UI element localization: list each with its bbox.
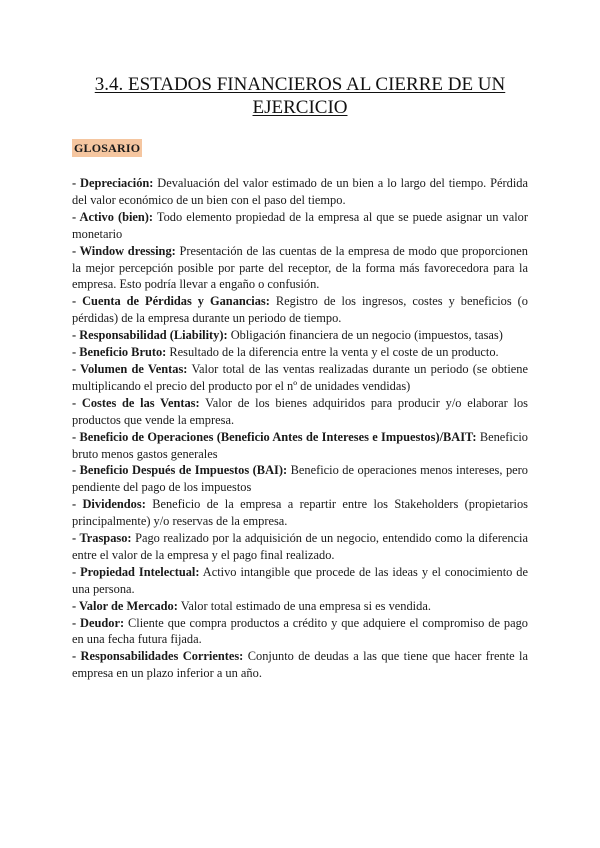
glossary-definition: Valor total de las ventas realizadas durante un periodo (se obtiene multiplicando el precio del producto por el nº de unidades vendidas) — [72, 361, 528, 393]
glossary-term: - Responsabilidades Corrientes: — [72, 649, 244, 664]
glossary-term: - Costes de las Ventas: — [72, 395, 200, 410]
glossary-term: - Valor de Mercado: — [72, 598, 178, 613]
glossary-entry-traspaso — [72, 530, 528, 564]
glossary-heading-container — [72, 139, 528, 157]
glossary-definition: Activo intangible que procede de las ideas y el conocimiento de una persona. — [72, 564, 528, 596]
glossary-entry-volumen-ventas — [72, 361, 528, 395]
glossary-definition: Todo elemento propiedad de la empresa al que se puede asignar un valor monetario — [72, 209, 529, 241]
glossary-definition: Cliente que compra productos a crédito y que adquiere el compromiso de pago en una fecha futura fijada. — [72, 615, 528, 647]
glossary-definition: Pago realizado por la adquisición de un negocio, entendido como la diferencia entre el valor de la empresa y el pago final realizado. — [72, 531, 528, 562]
glossary-definition: Beneficio de la empresa a repartir entre los Stakeholders (propietarios principalmente) y/o reservas de la empresa. — [72, 497, 528, 529]
glossary-entry-beneficio-operaciones — [72, 429, 528, 463]
glossary-term: - Deudor: — [72, 615, 125, 630]
glossary-definition: Conjunto de deudas a las que tiene que hacer frente la empresa en un plazo inferior a un año. — [72, 649, 528, 681]
glossary-entry-depreciacion — [72, 175, 528, 209]
glossary-entry-responsabilidad — [72, 327, 528, 344]
glossary-entry-beneficio-bruto — [72, 344, 528, 361]
glossary-definition: Beneficio de operaciones menos intereses, pero pendiente del pago de los impuestos — [72, 463, 529, 495]
glossary-entry-deudor — [72, 615, 528, 649]
glossary-term: - Cuenta de Pérdidas y Ganancias: — [72, 294, 270, 309]
glossary-definition: Obligación financiera de un negocio (impuestos, tasas) — [227, 328, 503, 343]
glossary-term: - Traspaso: — [72, 531, 132, 546]
glossary-definition: Registro de los ingresos, costes y beneficios (o pérdidas) de la empresa durante un periodo de tiempo. — [72, 294, 528, 326]
glossary-entry-beneficio-despues-impuestos — [72, 462, 528, 496]
glossary-term: - Window dressing: — [72, 243, 176, 258]
glossary-definition: Resultado de la diferencia entre la venta y el coste de un producto. — [166, 345, 499, 360]
glossary-term: - Responsabilidad (Liability): — [72, 328, 228, 343]
glossary-heading: GLOSARIO — [74, 141, 141, 155]
glossary-entry-activo — [72, 209, 528, 243]
glossary-term: - Depreciación: — [72, 176, 154, 190]
glossary-entry-costes-ventas — [72, 395, 528, 429]
glossary-definition: Presentación de las cuentas de la empresa de modo que proporcionen la mejor percepción posible por parte del receptor, de la forma más favorecedora para la empresa. Esto podría llevar a engaño o confusión. — [72, 243, 528, 292]
page-title: 3.4. ESTADOS FINANCIEROS AL CIERRE DE UN EJERCICIO — [94, 74, 506, 118]
glossary-entry-cuenta-perdidas-ganancias — [72, 293, 528, 327]
glossary-entry-responsabilidades-corrientes — [72, 648, 528, 682]
glossary-definition: Valor total estimado de una empresa si es vendida. — [177, 598, 431, 613]
glossary-entry-propiedad-intelectual — [72, 564, 528, 598]
glossary-term: - Beneficio de Operaciones (Beneficio Antes de Intereses e Impuestos)/BAIT: — [72, 429, 477, 444]
glossary-term: - Dividendos: — [72, 497, 146, 512]
glossary-list — [72, 175, 528, 682]
glossary-term: - Beneficio Después de Impuestos (BAI): — [72, 463, 288, 478]
glossary-term: - Volumen de Ventas: — [72, 361, 188, 376]
glossary-definition: Devaluación del valor estimado de un bien a lo largo del tiempo. Pérdida del valor económico de un bien con el paso del tiempo. — [72, 176, 528, 207]
glossary-entry-valor-mercado — [72, 598, 528, 615]
glossary-term: - Propiedad Intelectual: — [72, 564, 200, 579]
glossary-definition: Beneficio bruto menos gastos generales — [72, 429, 528, 461]
glossary-definition: Valor de los bienes adquiridos para producir y/o elaborar los productos que vende la empresa. — [72, 395, 528, 427]
glossary-term: - Activo (bien): — [72, 209, 154, 224]
glossary-entry-dividendos — [72, 496, 528, 530]
glossary-entry-window-dressing — [72, 243, 528, 294]
glossary-term: - Beneficio Bruto: — [72, 345, 167, 360]
